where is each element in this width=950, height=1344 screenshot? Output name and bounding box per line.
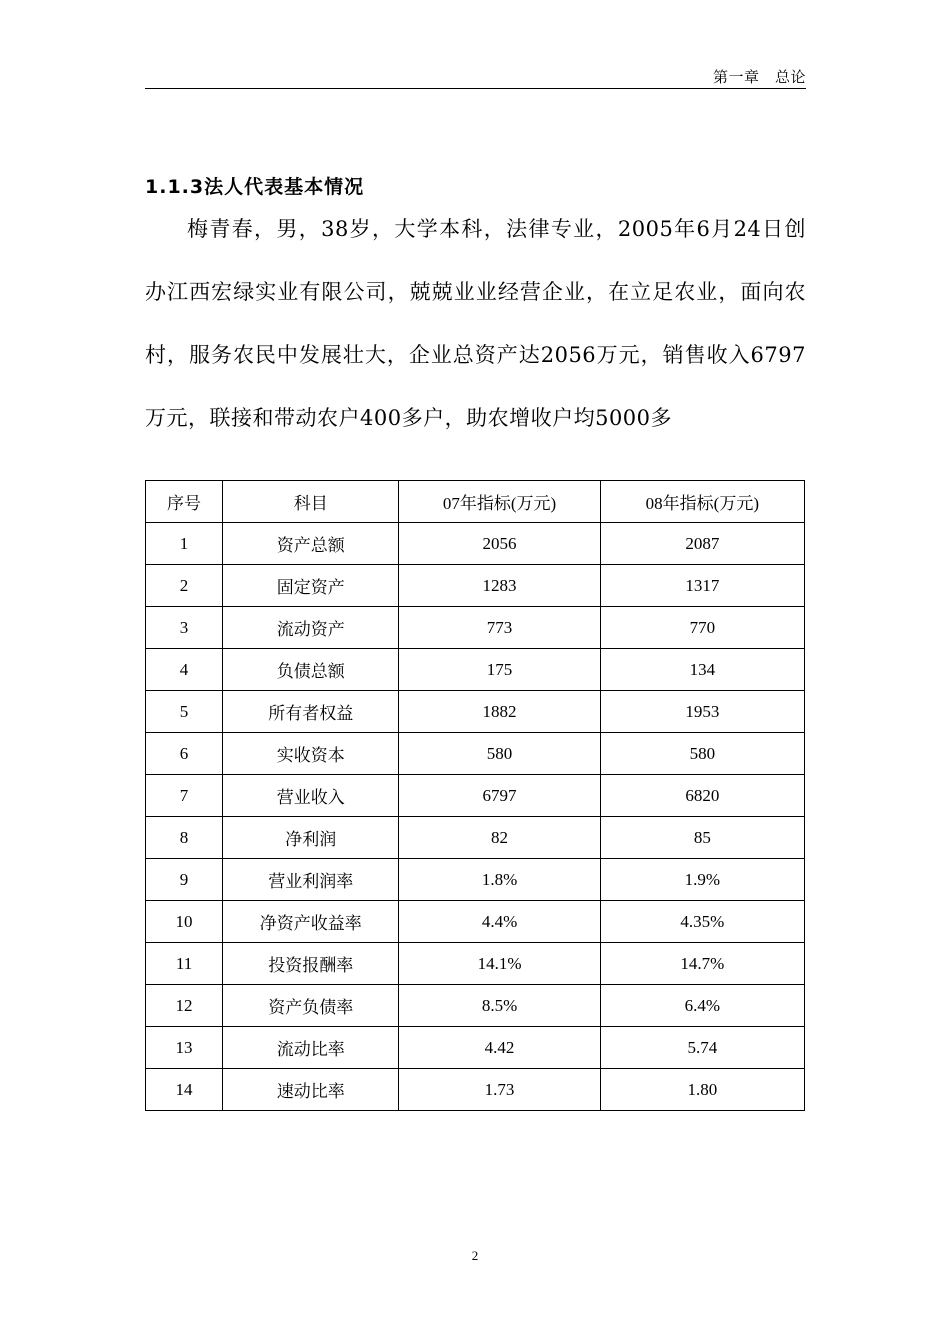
page-number: 2 <box>471 1248 479 1263</box>
cell-2008: 6.4% <box>600 985 804 1027</box>
cell-2007: 2056 <box>399 523 600 565</box>
cell-2008: 14.7% <box>600 943 804 985</box>
cell-seq: 8 <box>146 817 223 859</box>
table-row <box>146 817 805 859</box>
header-seq: 序号 <box>146 481 223 523</box>
cell-2007: 6797 <box>399 775 600 817</box>
cell-item: 净资产收益率 <box>223 901 399 943</box>
cell-2007: 4.42 <box>399 1027 600 1069</box>
cell-2008: 134 <box>600 649 804 691</box>
table-row <box>146 775 805 817</box>
section-heading: 1.1.3法人代表基本情况 <box>145 176 365 198</box>
cell-seq: 12 <box>146 985 223 1027</box>
cell-2007: 8.5% <box>399 985 600 1027</box>
cell-seq: 5 <box>146 691 223 733</box>
cell-seq: 9 <box>146 859 223 901</box>
cell-item: 固定资产 <box>223 565 399 607</box>
body-paragraph: 梅青春，男，38岁，大学本科，法律专业，2005年6月24日创办江西宏绿实业有限公司，兢兢业业经营企业，在立足农业，面向农村，服务农民中发展壮大，企业总资产达2056万元，销售收入6797万元，联接和带动农户400多户，助农增收户均5000多 <box>145 217 806 430</box>
cell-item: 净利润 <box>223 817 399 859</box>
cell-2008: 2087 <box>600 523 804 565</box>
cell-seq: 13 <box>146 1027 223 1069</box>
cell-seq: 4 <box>146 649 223 691</box>
table-row <box>146 733 805 775</box>
cell-item: 资产负债率 <box>223 985 399 1027</box>
table-row <box>146 565 805 607</box>
cell-2007: 82 <box>399 817 600 859</box>
cell-2008: 1953 <box>600 691 804 733</box>
cell-2008: 770 <box>600 607 804 649</box>
cell-seq: 3 <box>146 607 223 649</box>
cell-item: 速动比率 <box>223 1069 399 1111</box>
cell-2007: 1.73 <box>399 1069 600 1111</box>
cell-2007: 1882 <box>399 691 600 733</box>
financial-indicators-table <box>145 480 805 1111</box>
cell-item: 投资报酬率 <box>223 943 399 985</box>
cell-2007: 4.4% <box>399 901 600 943</box>
cell-item: 资产总额 <box>223 523 399 565</box>
cell-seq: 10 <box>146 901 223 943</box>
cell-2007: 580 <box>399 733 600 775</box>
table-row <box>146 985 805 1027</box>
cell-item: 营业利润率 <box>223 859 399 901</box>
cell-item: 流动比率 <box>223 1027 399 1069</box>
cell-2008: 580 <box>600 733 804 775</box>
cell-2008: 4.35% <box>600 901 804 943</box>
table-row <box>146 691 805 733</box>
cell-2008: 1.80 <box>600 1069 804 1111</box>
cell-seq: 14 <box>146 1069 223 1111</box>
cell-2008: 85 <box>600 817 804 859</box>
cell-2007: 773 <box>399 607 600 649</box>
table-header-row <box>146 481 805 523</box>
table-row <box>146 943 805 985</box>
chapter-title: 第一章 总论 <box>712 68 806 86</box>
table-row <box>146 1027 805 1069</box>
cell-item: 负债总额 <box>223 649 399 691</box>
page-header <box>145 62 806 89</box>
cell-seq: 7 <box>146 775 223 817</box>
table-row <box>146 901 805 943</box>
cell-2007: 14.1% <box>399 943 600 985</box>
cell-item: 流动资产 <box>223 607 399 649</box>
cell-2007: 1.8% <box>399 859 600 901</box>
cell-2008: 1.9% <box>600 859 804 901</box>
table-row <box>146 859 805 901</box>
cell-2008: 6820 <box>600 775 804 817</box>
table-row <box>146 523 805 565</box>
cell-item: 实收资本 <box>223 733 399 775</box>
cell-item: 所有者权益 <box>223 691 399 733</box>
cell-2007: 175 <box>399 649 600 691</box>
cell-seq: 6 <box>146 733 223 775</box>
cell-item: 营业收入 <box>223 775 399 817</box>
cell-2008: 5.74 <box>600 1027 804 1069</box>
cell-2008: 1317 <box>600 565 804 607</box>
table-row <box>146 649 805 691</box>
header-item: 科目 <box>223 481 399 523</box>
header-2008: 08年指标(万元) <box>600 481 804 523</box>
cell-seq: 1 <box>146 523 223 565</box>
cell-seq: 2 <box>146 565 223 607</box>
table-row <box>146 607 805 649</box>
header-2007: 07年指标(万元) <box>399 481 600 523</box>
table-row <box>146 1069 805 1111</box>
cell-seq: 11 <box>146 943 223 985</box>
cell-2007: 1283 <box>399 565 600 607</box>
